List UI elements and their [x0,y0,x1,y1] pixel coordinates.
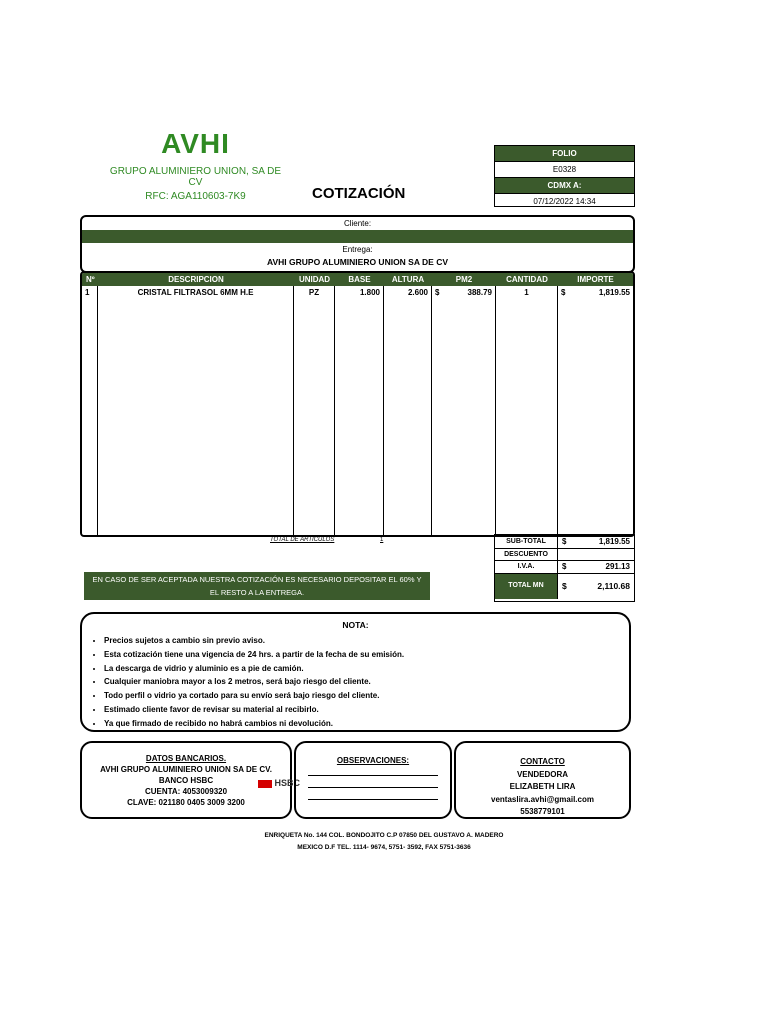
row-pm2: 388.79 [467,288,492,297]
observations-title: OBSERVACIONES: [336,756,410,765]
discount-label: DESCUENTO [495,549,558,560]
page-title: COTIZACIÓN [312,185,406,202]
nota-item: • Precios sujetos a cambio sin previo aviso. [104,634,629,648]
company-name: GRUPO ALUMINIERO UNION, SA DE CV [109,166,282,188]
folio-value: E0328 [495,162,634,178]
company-logo [108,128,283,202]
header-quantity: CANTIDAD [506,275,548,284]
nota-title: NOTA: [342,620,369,630]
observations-card [294,741,452,819]
iva-label: I.V.A. [495,561,558,573]
footer-address [0,830,768,854]
nota-item: • Estimado cliente favor de revisar su material al recibirlo. [104,703,629,717]
client-box [80,215,635,273]
date-label: CDMX A: [495,178,634,194]
header-unit: UNIDAD [298,275,331,284]
header-base: BASE [348,275,371,284]
row-description: CRISTAL FILTRASOL 6MM H.E [137,288,254,297]
iva-value: 291.13 [605,562,630,571]
header-amount: IMPORTE [577,275,614,284]
hsbc-logo-text: HSBC [274,778,301,788]
row-base: 1.800 [359,288,380,297]
iva-currency: $ [562,562,567,571]
nota-box [80,612,631,732]
brand-name: AVHI [161,128,230,159]
bank-title: DATOS BANCARIOS. [145,754,227,763]
total-articles-label: TOTAL DE ARTICULOS [270,537,335,543]
delivery-label: Entrega: [342,245,373,254]
header-pm2: PM2 [455,275,473,284]
header-height: ALTURA [391,275,425,284]
total-currency: $ [562,581,567,591]
client-label: Cliente: [343,219,372,228]
deposit-line-2: EL RESTO A LA ENTREGA. [209,588,305,597]
observation-line [308,799,438,800]
nota-item: • Ya que firmado de recibido no habrá cambios ni devolución. [104,717,629,731]
footer-line-1: ENRIQUETA No. 144 COL. BONDOJITO C.P 07850 DEL GUSTAVO A. MADERO [264,832,504,839]
bank-holder: AVHI GRUPO ALUMINIERO UNION SA DE CV. [100,765,272,774]
bank-clabe: CLAVE: 021180 0405 3009 3200 [127,798,245,807]
folio-box [494,145,635,207]
contact-role: VENDEDORA [516,769,569,779]
contact-name: ELIZABETH LIRA [509,782,576,791]
row-quantity: 1 [524,288,529,297]
hsbc-hexagon-icon [258,780,272,788]
row-amount: 1,819.55 [598,288,630,297]
row-height: 2.600 [407,288,428,297]
observation-line [308,775,438,776]
deposit-note [84,572,430,600]
total-value: 2,110.68 [597,581,630,591]
row-pm2-currency: $ [435,288,440,297]
total-label: TOTAL MN [495,574,558,599]
nota-item: • Todo perfil o vidrio ya cortado para su envío será bajo riesgo del cliente. [104,689,629,703]
contact-title: CONTACTO [520,757,565,766]
row-unit: PZ [308,288,320,297]
subtotal-label: SUB-TOTAL [495,535,558,548]
observation-line [308,787,438,788]
bank-name: BANCO HSBC [158,776,214,785]
subtotal-value: 1,819.55 [598,537,630,546]
deposit-line-1: EN CASO DE SER ACEPTADA NUESTRA COTIZACIÓN ES NECESARIO DEPOSITAR EL 60% Y [92,575,422,584]
totals-box [494,534,635,602]
bank-account: CUENTA: 4053009320 [144,787,228,796]
contact-phone: 5538779101 [520,807,565,816]
subtotal-currency: $ [562,537,567,546]
nota-item: • La descarga de vidrio y aluminio es a pie de camión. [104,662,629,676]
folio-label: FOLIO [495,146,634,162]
items-table [80,271,635,537]
header-no: Nº [86,275,95,284]
date-value: 07/12/2022 14:34 [533,197,596,206]
company-rfc: RFC: AGA110603-7K9 [145,191,246,202]
nota-item: • Esta cotización tiene una vigencia de 24 hrs. a partir de la fecha de su emisión. [104,648,629,662]
row-amount-currency: $ [561,288,566,297]
row-no: 1 [85,288,90,297]
contact-card [454,741,631,819]
nota-item: • Cualquier maniobra mayor a los 2 metros, será bajo riesgo del cliente. [104,675,629,689]
table-row [82,286,633,535]
contact-email: ventaslira.avhi@gmail.com [491,794,594,804]
total-articles-value: 1 [380,537,384,543]
delivery-value: AVHI GRUPO ALUMINIERO UNION SA DE CV [266,257,449,267]
header-description: DESCRIPCION [168,275,224,284]
table-header [82,273,633,286]
client-value [82,230,633,243]
footer-line-2: MEXICO D.F TEL. 1114- 9674, 5751- 3592, FAX 5751-3636 [297,844,471,851]
